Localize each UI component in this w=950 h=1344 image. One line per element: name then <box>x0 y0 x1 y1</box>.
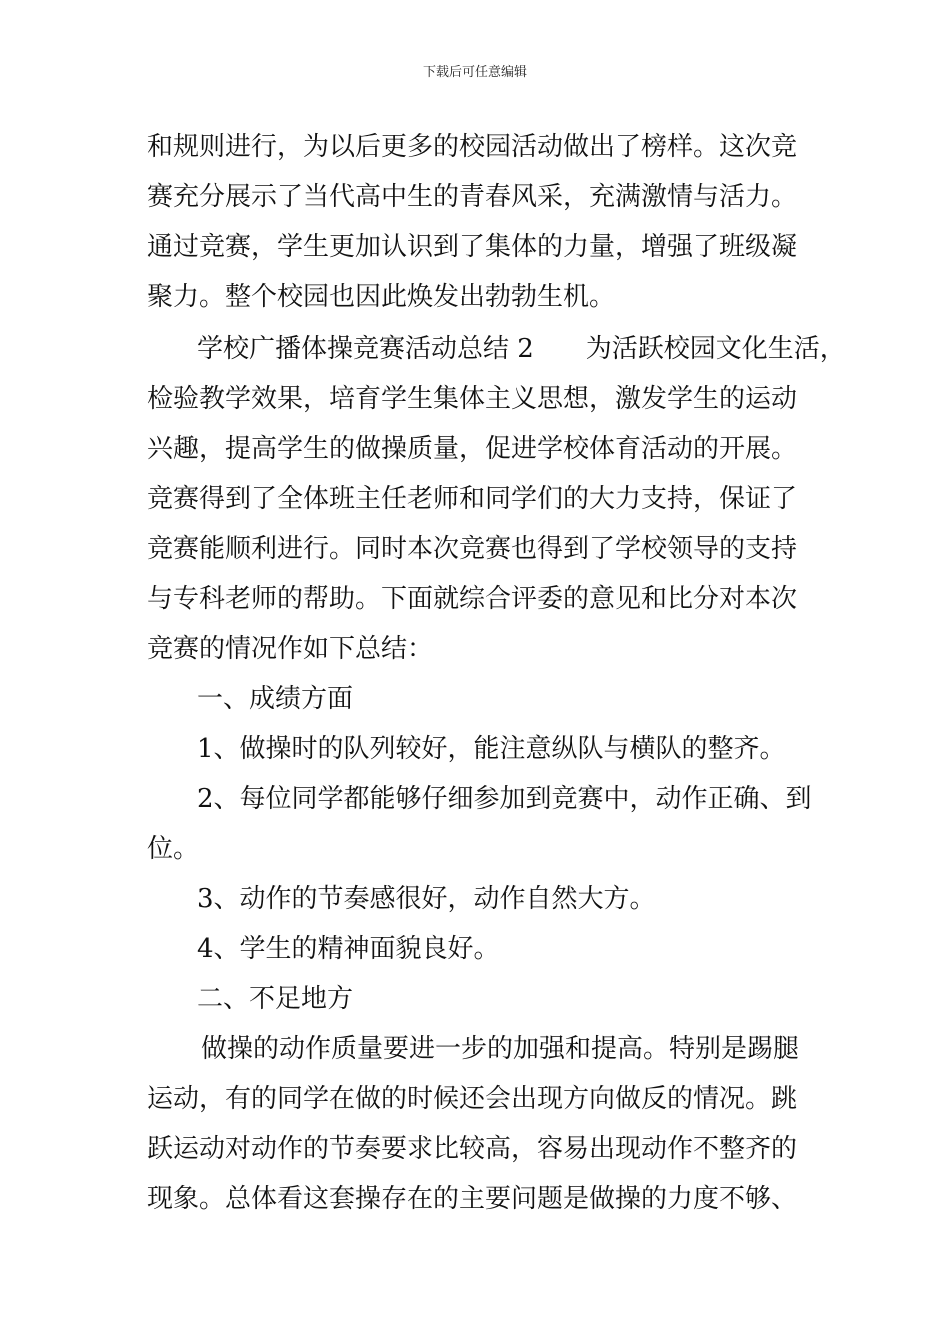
text-line: 检验教学效果，培育学生集体主义思想，激发学生的运动 <box>147 384 798 414</box>
text-line: 竞赛能顺利进行。同时本次竞赛也得到了学校领导的支持 <box>147 534 798 564</box>
text-line: 聚力。整个校园也因此焕发出勃勃生机。 <box>147 282 616 312</box>
list-item: 3、动作的节奏感很好，动作自然大方。 <box>197 884 656 914</box>
text-line: 现象。总体看这套操存在的主要问题是做操的力度不够、 <box>147 1184 798 1214</box>
text-line: 与专科老师的帮助。下面就综合评委的意见和比分对本次 <box>147 584 798 614</box>
text-line: 兴趣，提高学生的做操质量，促进学校体育活动的开展。 <box>147 434 798 464</box>
text-line: 赛充分展示了当代高中生的青春风采，充满激情与活力。 <box>147 182 798 212</box>
section-title-line: 学校广播体操竞赛活动总结 2 为活跃校园文化生活， <box>197 334 846 364</box>
heading-shortcomings: 二、不足地方 <box>197 984 354 1014</box>
page-header: 下载后可任意编辑 <box>422 65 527 80</box>
text-line: 通过竞赛，学生更加认识到了集体的力量，增强了班级凝 <box>147 232 798 262</box>
text-line: 和规则进行，为以后更多的校园活动做出了榜样。这次竞 <box>147 132 798 162</box>
text-line: 做操的动作质量要进一步的加强和提高。特别是踢腿 <box>201 1034 800 1064</box>
heading-achievements: 一、成绩方面 <box>197 684 354 714</box>
text-line: 位。 <box>147 834 200 864</box>
list-item: 1、做操时的队列较好，能注意纵队与横队的整齐。 <box>197 734 786 764</box>
text-line: 运动，有的同学在做的时候还会出现方向做反的情况。跳 <box>147 1084 798 1114</box>
text-line: 竞赛的情况作如下总结： <box>147 634 434 664</box>
list-item: 4、学生的精神面貌良好。 <box>197 934 500 964</box>
text-line: 跃运动对动作的节奏要求比较高，容易出现动作不整齐的 <box>147 1134 798 1164</box>
text-line: 竞赛得到了全体班主任老师和同学们的大力支持，保证了 <box>147 484 798 514</box>
list-item: 2、每位同学都能够仔细参加到竞赛中，动作正确、到 <box>197 784 812 814</box>
